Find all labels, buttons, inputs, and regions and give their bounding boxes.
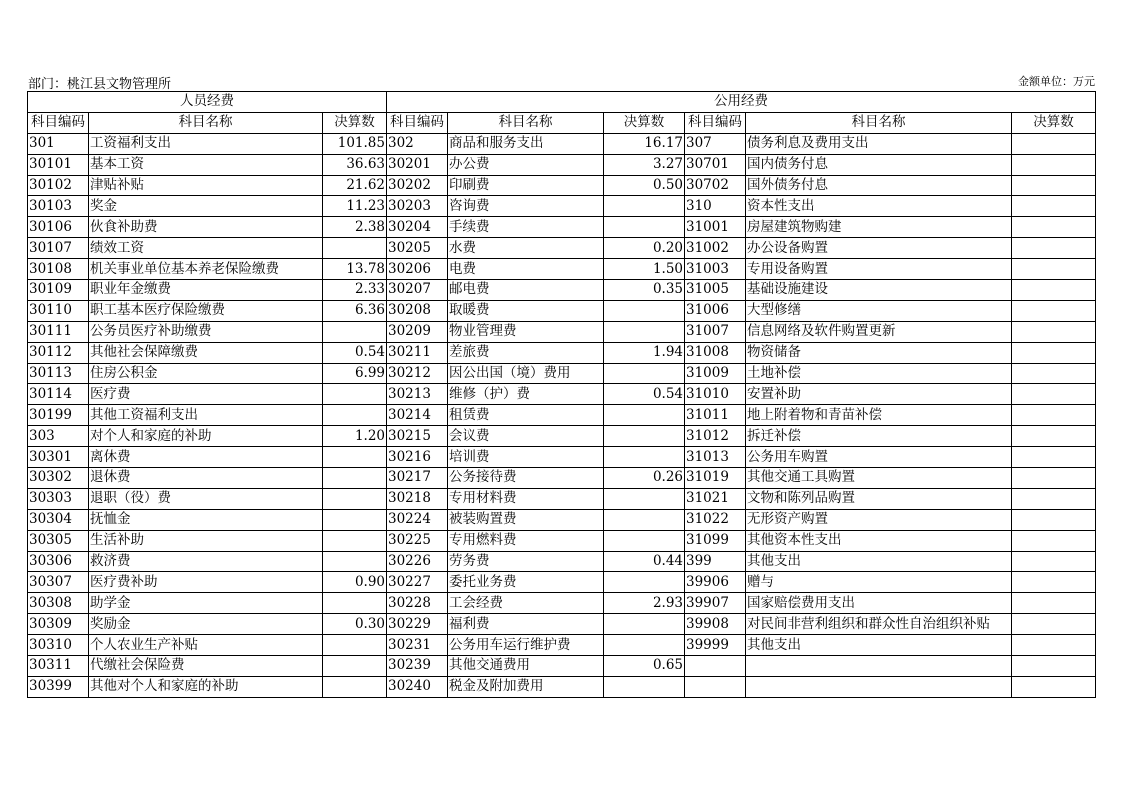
subject-code-cell: 30205 bbox=[387, 238, 448, 259]
subject-code-cell: 30305 bbox=[28, 530, 89, 551]
subject-code-cell: 31009 bbox=[685, 363, 746, 384]
subject-name-cell: 公务接待费 bbox=[448, 468, 604, 489]
subject-code-cell: 30113 bbox=[28, 363, 89, 384]
table-row bbox=[28, 509, 1096, 530]
amount-cell bbox=[604, 676, 685, 697]
table-row bbox=[28, 468, 1096, 489]
col-code: 科目编码 bbox=[685, 112, 746, 133]
subject-name-cell: 公务用车购置 bbox=[746, 447, 1012, 468]
amount-cell bbox=[1012, 426, 1096, 447]
subject-code-cell: 39907 bbox=[685, 593, 746, 614]
subject-name-cell: 安置补助 bbox=[746, 384, 1012, 405]
table-row bbox=[28, 614, 1096, 635]
subject-name-cell: 其他交通费用 bbox=[448, 656, 604, 677]
subject-name-cell: 住房公积金 bbox=[89, 363, 323, 384]
amount-cell bbox=[604, 217, 685, 238]
subject-name-cell: 国内债务付息 bbox=[746, 154, 1012, 175]
amount-cell bbox=[323, 321, 387, 342]
amount-cell bbox=[323, 384, 387, 405]
subject-code-cell: 31019 bbox=[685, 468, 746, 489]
subject-code-cell: 30112 bbox=[28, 342, 89, 363]
subject-code-cell: 30217 bbox=[387, 468, 448, 489]
table-row bbox=[28, 238, 1096, 259]
unit-label: 金额单位：万元 bbox=[1018, 75, 1095, 88]
group-header-row bbox=[28, 92, 1096, 113]
subject-name-cell: 公务员医疗补助缴费 bbox=[89, 321, 323, 342]
subject-code-cell: 30303 bbox=[28, 488, 89, 509]
subject-name-cell: 退职（役）费 bbox=[89, 488, 323, 509]
amount-cell: 36.63 bbox=[323, 154, 387, 175]
column-header-row bbox=[28, 112, 1096, 133]
amount-cell bbox=[1012, 217, 1096, 238]
subject-code-cell: 30227 bbox=[387, 572, 448, 593]
subject-name-cell bbox=[746, 676, 1012, 697]
amount-cell bbox=[604, 447, 685, 468]
subject-code-cell: 30214 bbox=[387, 405, 448, 426]
subject-code-cell: 30109 bbox=[28, 280, 89, 301]
subject-code-cell: 30702 bbox=[685, 175, 746, 196]
subject-name-cell: 退休费 bbox=[89, 468, 323, 489]
subject-code-cell: 31010 bbox=[685, 384, 746, 405]
subject-code-cell: 30108 bbox=[28, 259, 89, 280]
subject-code-cell: 30103 bbox=[28, 196, 89, 217]
subject-name-cell: 办公费 bbox=[448, 154, 604, 175]
subject-name-cell: 机关事业单位基本养老保险缴费 bbox=[89, 259, 323, 280]
subject-code-cell: 31021 bbox=[685, 488, 746, 509]
amount-cell bbox=[604, 488, 685, 509]
subject-code-cell: 31002 bbox=[685, 238, 746, 259]
subject-name-cell: 物资储备 bbox=[746, 342, 1012, 363]
subject-code-cell: 30203 bbox=[387, 196, 448, 217]
subject-code-cell: 31012 bbox=[685, 426, 746, 447]
amount-cell bbox=[604, 509, 685, 530]
subject-code-cell: 30304 bbox=[28, 509, 89, 530]
subject-name-cell: 文物和陈列品购置 bbox=[746, 488, 1012, 509]
subject-name-cell: 医疗费 bbox=[89, 384, 323, 405]
table-row bbox=[28, 217, 1096, 238]
amount-cell bbox=[1012, 259, 1096, 280]
subject-name-cell: 商品和服务支出 bbox=[448, 133, 604, 154]
subject-code-cell: 310 bbox=[685, 196, 746, 217]
table-row bbox=[28, 447, 1096, 468]
subject-name-cell: 绩效工资 bbox=[89, 238, 323, 259]
subject-code-cell: 30215 bbox=[387, 426, 448, 447]
subject-code-cell: 30229 bbox=[387, 614, 448, 635]
subject-name-cell: 债务利息及费用支出 bbox=[746, 133, 1012, 154]
subject-name-cell: 抚恤金 bbox=[89, 509, 323, 530]
subject-name-cell: 租赁费 bbox=[448, 405, 604, 426]
subject-name-cell: 因公出国（境）费用 bbox=[448, 363, 604, 384]
subject-name-cell: 国家赔偿费用支出 bbox=[746, 593, 1012, 614]
subject-name-cell: 赠与 bbox=[746, 572, 1012, 593]
amount-cell: 3.27 bbox=[604, 154, 685, 175]
amount-cell bbox=[1012, 363, 1096, 384]
amount-cell bbox=[1012, 551, 1096, 572]
subject-name-cell: 物业管理费 bbox=[448, 321, 604, 342]
subject-code-cell: 31005 bbox=[685, 280, 746, 301]
amount-cell bbox=[1012, 614, 1096, 635]
subject-code-cell bbox=[685, 676, 746, 697]
amount-cell bbox=[1012, 238, 1096, 259]
subject-code-cell: 30110 bbox=[28, 300, 89, 321]
amount-cell: 6.36 bbox=[323, 300, 387, 321]
subject-name-cell: 资本性支出 bbox=[746, 196, 1012, 217]
subject-name-cell: 基本工资 bbox=[89, 154, 323, 175]
subject-name-cell: 专用燃料费 bbox=[448, 530, 604, 551]
subject-code-cell: 30204 bbox=[387, 217, 448, 238]
subject-code-cell: 30226 bbox=[387, 551, 448, 572]
amount-cell: 0.44 bbox=[604, 551, 685, 572]
subject-name-cell: 助学金 bbox=[89, 593, 323, 614]
table-row bbox=[28, 656, 1096, 677]
amount-cell bbox=[323, 593, 387, 614]
amount-cell bbox=[323, 238, 387, 259]
amount-cell bbox=[323, 676, 387, 697]
subject-code-cell: 30239 bbox=[387, 656, 448, 677]
col-name: 科目名称 bbox=[89, 112, 323, 133]
amount-cell bbox=[323, 488, 387, 509]
subject-code-cell: 30206 bbox=[387, 259, 448, 280]
amount-cell: 0.30 bbox=[323, 614, 387, 635]
subject-name-cell: 对民间非营利组织和群众性自治组织补贴 bbox=[746, 614, 1012, 635]
amount-cell bbox=[604, 572, 685, 593]
subject-code-cell: 30114 bbox=[28, 384, 89, 405]
subject-name-cell: 其他社会保障缴费 bbox=[89, 342, 323, 363]
subject-name-cell: 拆迁补偿 bbox=[746, 426, 1012, 447]
col-name: 科目名称 bbox=[746, 112, 1012, 133]
amount-cell bbox=[323, 530, 387, 551]
subject-code-cell: 30207 bbox=[387, 280, 448, 301]
amount-cell bbox=[604, 196, 685, 217]
subject-name-cell: 地上附着物和青苗补偿 bbox=[746, 405, 1012, 426]
amount-cell bbox=[1012, 342, 1096, 363]
subject-code-cell: 30307 bbox=[28, 572, 89, 593]
amount-cell bbox=[323, 447, 387, 468]
amount-cell bbox=[604, 363, 685, 384]
subject-code-cell: 31099 bbox=[685, 530, 746, 551]
table-row bbox=[28, 363, 1096, 384]
subject-name-cell: 其他对个人和家庭的补助 bbox=[89, 676, 323, 697]
subject-code-cell: 30111 bbox=[28, 321, 89, 342]
amount-cell: 0.54 bbox=[604, 384, 685, 405]
amount-cell: 0.20 bbox=[604, 238, 685, 259]
subject-name-cell: 取暖费 bbox=[448, 300, 604, 321]
amount-cell: 0.26 bbox=[604, 468, 685, 489]
subject-code-cell: 30399 bbox=[28, 676, 89, 697]
subject-code-cell: 30199 bbox=[28, 405, 89, 426]
subject-code-cell bbox=[685, 656, 746, 677]
group-public: 公用经费 bbox=[387, 92, 1096, 113]
subject-code-cell: 30308 bbox=[28, 593, 89, 614]
subject-code-cell: 30208 bbox=[387, 300, 448, 321]
amount-cell bbox=[323, 405, 387, 426]
subject-name-cell: 救济费 bbox=[89, 551, 323, 572]
table-row bbox=[28, 280, 1096, 301]
subject-code-cell: 30213 bbox=[387, 384, 448, 405]
amount-cell: 0.54 bbox=[323, 342, 387, 363]
table-row bbox=[28, 593, 1096, 614]
amount-cell: 1.50 bbox=[604, 259, 685, 280]
table-row bbox=[28, 196, 1096, 217]
subject-name-cell: 房屋建筑物购建 bbox=[746, 217, 1012, 238]
amount-cell bbox=[1012, 196, 1096, 217]
subject-name-cell: 劳务费 bbox=[448, 551, 604, 572]
table-row bbox=[28, 572, 1096, 593]
subject-name-cell: 会议费 bbox=[448, 426, 604, 447]
subject-name-cell: 差旅费 bbox=[448, 342, 604, 363]
amount-cell bbox=[604, 321, 685, 342]
amount-cell: 13.78 bbox=[323, 259, 387, 280]
subject-code-cell: 39999 bbox=[685, 635, 746, 656]
subject-code-cell: 302 bbox=[387, 133, 448, 154]
subject-code-cell: 30224 bbox=[387, 509, 448, 530]
amount-cell bbox=[1012, 509, 1096, 530]
amount-cell: 6.99 bbox=[323, 363, 387, 384]
amount-cell bbox=[1012, 593, 1096, 614]
col-amount: 决算数 bbox=[1012, 112, 1096, 133]
amount-cell bbox=[1012, 280, 1096, 301]
amount-cell bbox=[1012, 154, 1096, 175]
subject-name-cell: 培训费 bbox=[448, 447, 604, 468]
subject-name-cell: 个人农业生产补贴 bbox=[89, 635, 323, 656]
subject-name-cell: 福利费 bbox=[448, 614, 604, 635]
amount-cell bbox=[1012, 321, 1096, 342]
subject-code-cell: 30106 bbox=[28, 217, 89, 238]
subject-name-cell: 其他工资福利支出 bbox=[89, 405, 323, 426]
table-row bbox=[28, 488, 1096, 509]
subject-name-cell: 手续费 bbox=[448, 217, 604, 238]
expenditure-table bbox=[27, 91, 1096, 698]
subject-code-cell: 301 bbox=[28, 133, 89, 154]
subject-name-cell: 职工基本医疗保险缴费 bbox=[89, 300, 323, 321]
amount-cell bbox=[1012, 447, 1096, 468]
subject-name-cell: 办公设备购置 bbox=[746, 238, 1012, 259]
subject-name-cell: 土地补偿 bbox=[746, 363, 1012, 384]
table-row bbox=[28, 300, 1096, 321]
table-row bbox=[28, 635, 1096, 656]
table-row bbox=[28, 175, 1096, 196]
amount-cell bbox=[1012, 384, 1096, 405]
subject-code-cell: 30102 bbox=[28, 175, 89, 196]
amount-cell bbox=[1012, 468, 1096, 489]
table-row bbox=[28, 530, 1096, 551]
subject-code-cell: 39908 bbox=[685, 614, 746, 635]
amount-cell: 0.35 bbox=[604, 280, 685, 301]
subject-name-cell: 对个人和家庭的补助 bbox=[89, 426, 323, 447]
subject-code-cell: 30302 bbox=[28, 468, 89, 489]
subject-code-cell: 307 bbox=[685, 133, 746, 154]
department-label: 部门：桃江县文物管理所 bbox=[28, 77, 172, 92]
subject-code-cell: 30216 bbox=[387, 447, 448, 468]
amount-cell: 0.65 bbox=[604, 656, 685, 677]
subject-name-cell: 伙食补助费 bbox=[89, 217, 323, 238]
subject-name-cell: 职业年金缴费 bbox=[89, 280, 323, 301]
subject-code-cell: 30212 bbox=[387, 363, 448, 384]
amount-cell bbox=[1012, 175, 1096, 196]
amount-cell bbox=[323, 509, 387, 530]
subject-name-cell: 其他支出 bbox=[746, 635, 1012, 656]
subject-name-cell: 奖金 bbox=[89, 196, 323, 217]
subject-name-cell: 奖励金 bbox=[89, 614, 323, 635]
subject-name-cell: 委托业务费 bbox=[448, 572, 604, 593]
col-amount: 决算数 bbox=[323, 112, 387, 133]
table-row bbox=[28, 154, 1096, 175]
col-code: 科目编码 bbox=[387, 112, 448, 133]
table-row bbox=[28, 426, 1096, 447]
subject-code-cell: 31013 bbox=[685, 447, 746, 468]
amount-cell bbox=[323, 656, 387, 677]
amount-cell bbox=[323, 468, 387, 489]
subject-name-cell: 信息网络及软件购置更新 bbox=[746, 321, 1012, 342]
amount-cell bbox=[1012, 656, 1096, 677]
amount-cell bbox=[1012, 405, 1096, 426]
amount-cell bbox=[1012, 635, 1096, 656]
amount-cell: 1.94 bbox=[604, 342, 685, 363]
subject-code-cell: 30310 bbox=[28, 635, 89, 656]
amount-cell bbox=[1012, 530, 1096, 551]
amount-cell: 0.50 bbox=[604, 175, 685, 196]
amount-cell: 2.93 bbox=[604, 593, 685, 614]
subject-name-cell: 维修（护）费 bbox=[448, 384, 604, 405]
amount-cell bbox=[1012, 488, 1096, 509]
subject-name-cell: 国外债务付息 bbox=[746, 175, 1012, 196]
subject-name-cell: 基础设施建设 bbox=[746, 280, 1012, 301]
table-row bbox=[28, 342, 1096, 363]
subject-code-cell: 30311 bbox=[28, 656, 89, 677]
col-amount: 决算数 bbox=[604, 112, 685, 133]
subject-name-cell: 其他交通工具购置 bbox=[746, 468, 1012, 489]
amount-cell: 0.90 bbox=[323, 572, 387, 593]
subject-code-cell: 30306 bbox=[28, 551, 89, 572]
subject-code-cell: 30240 bbox=[387, 676, 448, 697]
subject-code-cell: 31001 bbox=[685, 217, 746, 238]
amount-cell bbox=[604, 530, 685, 551]
amount-cell: 21.62 bbox=[323, 175, 387, 196]
subject-code-cell: 30101 bbox=[28, 154, 89, 175]
amount-cell bbox=[1012, 300, 1096, 321]
amount-cell: 2.38 bbox=[323, 217, 387, 238]
subject-name-cell: 代缴社会保险费 bbox=[89, 656, 323, 677]
subject-name-cell: 大型修缮 bbox=[746, 300, 1012, 321]
table-row bbox=[28, 133, 1096, 154]
subject-code-cell: 31011 bbox=[685, 405, 746, 426]
subject-code-cell: 39906 bbox=[685, 572, 746, 593]
table-row bbox=[28, 321, 1096, 342]
subject-code-cell: 30201 bbox=[387, 154, 448, 175]
subject-code-cell: 399 bbox=[685, 551, 746, 572]
amount-cell: 1.20 bbox=[323, 426, 387, 447]
subject-name-cell: 水费 bbox=[448, 238, 604, 259]
subject-code-cell: 30225 bbox=[387, 530, 448, 551]
amount-cell bbox=[604, 300, 685, 321]
amount-cell bbox=[1012, 572, 1096, 593]
subject-name-cell: 电费 bbox=[448, 259, 604, 280]
amount-cell bbox=[604, 426, 685, 447]
subject-name-cell: 其他资本性支出 bbox=[746, 530, 1012, 551]
amount-cell: 11.23 bbox=[323, 196, 387, 217]
subject-code-cell: 30107 bbox=[28, 238, 89, 259]
subject-code-cell: 31006 bbox=[685, 300, 746, 321]
amount-cell bbox=[1012, 676, 1096, 697]
amount-cell: 2.33 bbox=[323, 280, 387, 301]
amount-cell bbox=[604, 635, 685, 656]
group-personnel: 人员经费 bbox=[28, 92, 387, 113]
subject-name-cell: 印刷费 bbox=[448, 175, 604, 196]
col-code: 科目编码 bbox=[28, 112, 89, 133]
subject-name-cell: 公务用车运行维护费 bbox=[448, 635, 604, 656]
amount-cell bbox=[323, 635, 387, 656]
subject-code-cell: 31022 bbox=[685, 509, 746, 530]
table-row bbox=[28, 676, 1096, 697]
subject-code-cell: 30209 bbox=[387, 321, 448, 342]
subject-name-cell: 无形资产购置 bbox=[746, 509, 1012, 530]
subject-code-cell: 30211 bbox=[387, 342, 448, 363]
subject-code-cell: 30701 bbox=[685, 154, 746, 175]
subject-name-cell: 生活补助 bbox=[89, 530, 323, 551]
subject-name-cell: 其他支出 bbox=[746, 551, 1012, 572]
subject-name-cell: 离休费 bbox=[89, 447, 323, 468]
subject-name-cell bbox=[746, 656, 1012, 677]
subject-name-cell: 专用材料费 bbox=[448, 488, 604, 509]
subject-name-cell: 工会经费 bbox=[448, 593, 604, 614]
subject-code-cell: 31008 bbox=[685, 342, 746, 363]
subject-code-cell: 30309 bbox=[28, 614, 89, 635]
table-row bbox=[28, 259, 1096, 280]
subject-name-cell: 邮电费 bbox=[448, 280, 604, 301]
table-row bbox=[28, 551, 1096, 572]
subject-code-cell: 30231 bbox=[387, 635, 448, 656]
subject-code-cell: 303 bbox=[28, 426, 89, 447]
subject-code-cell: 31003 bbox=[685, 259, 746, 280]
subject-name-cell: 被装购置费 bbox=[448, 509, 604, 530]
amount-cell bbox=[604, 405, 685, 426]
subject-name-cell: 工资福利支出 bbox=[89, 133, 323, 154]
col-name: 科目名称 bbox=[448, 112, 604, 133]
subject-code-cell: 31007 bbox=[685, 321, 746, 342]
subject-name-cell: 专用设备购置 bbox=[746, 259, 1012, 280]
amount-cell: 16.17 bbox=[604, 133, 685, 154]
subject-code-cell: 30301 bbox=[28, 447, 89, 468]
subject-name-cell: 咨询费 bbox=[448, 196, 604, 217]
amount-cell bbox=[1012, 133, 1096, 154]
amount-cell: 101.85 bbox=[323, 133, 387, 154]
subject-name-cell: 津贴补贴 bbox=[89, 175, 323, 196]
table-row bbox=[28, 405, 1096, 426]
subject-code-cell: 30218 bbox=[387, 488, 448, 509]
subject-name-cell: 医疗费补助 bbox=[89, 572, 323, 593]
subject-code-cell: 30228 bbox=[387, 593, 448, 614]
amount-cell bbox=[323, 551, 387, 572]
amount-cell bbox=[604, 614, 685, 635]
subject-name-cell: 税金及附加费用 bbox=[448, 676, 604, 697]
subject-code-cell: 30202 bbox=[387, 175, 448, 196]
table-row bbox=[28, 384, 1096, 405]
